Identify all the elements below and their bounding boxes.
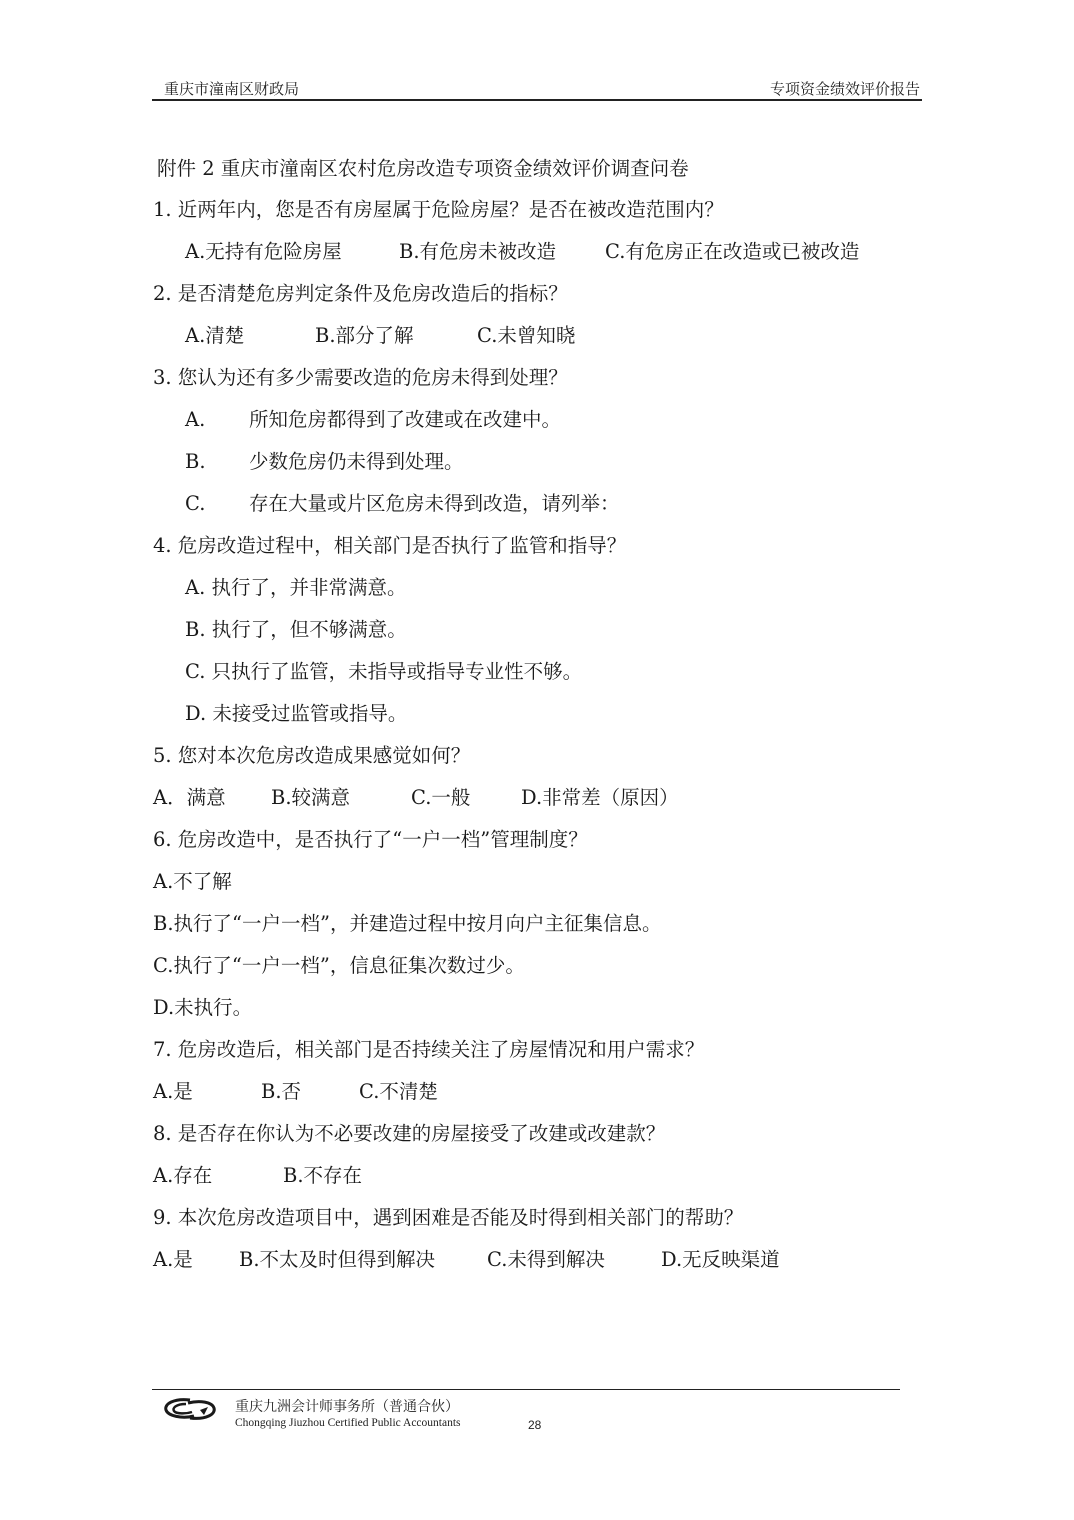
firm-name-chinese: 重庆九洲会计师事务所（普通合伙） (235, 1399, 459, 1415)
option-b: B.有危房未被改造 (399, 240, 557, 263)
option-b: B.不存在 (283, 1164, 363, 1187)
question-7-options (153, 1078, 933, 1120)
option-a: A.是 (153, 1248, 193, 1271)
option-label: A. (185, 408, 206, 431)
option-b: B.较满意 (271, 786, 351, 809)
question-8-options (153, 1162, 933, 1204)
option-label: C. (185, 492, 206, 515)
header-right: 专项资金绩效评价报告 (769, 80, 920, 98)
question-4: 4. 危房改造过程中，相关部门是否执行了监管和指导？ (153, 534, 627, 557)
option-b: B.否 (261, 1080, 302, 1103)
option-d: D.无反映渠道 (661, 1248, 780, 1271)
firm-logo-icon (160, 1395, 220, 1423)
question-4-option-d: D. 未接受过监管或指导。 (185, 702, 408, 725)
option-text: 所知危房都得到了改建或在改建中。 (249, 408, 562, 431)
option-b: B.部分了解 (315, 324, 414, 347)
option-c: C.一般 (411, 786, 471, 809)
option-text: 少数危房仍未得到处理。 (249, 450, 464, 473)
question-4-option-c: C. 只执行了监管，未指导或指导专业性不够。 (185, 660, 583, 683)
header-left: 重庆市潼南区财政局 (164, 80, 300, 98)
question-2: 2. 是否清楚危房判定条件及危房改造后的指标？ (153, 282, 568, 305)
option-a: A.是 (153, 1080, 193, 1103)
header-rule (152, 99, 922, 101)
question-5: 5. 您对本次危房改造成果感觉如何？ (153, 744, 471, 767)
question-1-options (153, 238, 933, 280)
question-3-option-c (153, 490, 933, 532)
question-9-options (153, 1246, 933, 1288)
question-6-option-d: D.未执行。 (153, 996, 253, 1019)
questionnaire (153, 196, 933, 1288)
option-c: C.有危房正在改造或已被改造 (605, 240, 860, 263)
option-c: C.不清楚 (359, 1080, 438, 1103)
option-a: A.存在 (153, 1164, 213, 1187)
option-a: A.清楚 (185, 324, 245, 347)
question-7: 7. 危房改造后，相关部门是否持续关注了房屋情况和用户需求？ (153, 1038, 705, 1061)
question-6-option-c: C.执行了“一户一档”，信息征集次数过少。 (153, 954, 525, 977)
option-text: 存在大量或片区危房未得到改造，请列举： (249, 492, 620, 515)
option-b: B.不太及时但得到解决 (239, 1248, 436, 1271)
question-4-option-b: B. 执行了，但不够满意。 (185, 618, 407, 641)
question-6-option-b: B.执行了“一户一档”，并建造过程中按月向户主征集信息。 (153, 912, 662, 935)
question-2-options (153, 322, 933, 364)
question-4-option-a: A. 执行了，并非常满意。 (185, 576, 407, 599)
option-d: D.非常差（原因） (521, 786, 679, 809)
question-1: 1. 近两年内，您是否有房屋属于危险房屋？是否在被改造范围内？ (153, 198, 724, 221)
question-5-options (153, 784, 933, 826)
footer-rule (152, 1389, 900, 1390)
question-3-option-b (153, 448, 933, 490)
question-6: 6. 危房改造中，是否执行了“一户一档”管理制度？ (153, 828, 588, 851)
document-title: 附件 2 重庆市潼南区农村危房改造专项资金绩效评价调查问卷 (157, 157, 689, 180)
question-3-option-a (153, 406, 933, 448)
option-a: A.无持有危险房屋 (185, 240, 342, 263)
page-number: 28 (528, 1418, 542, 1432)
question-8: 8. 是否存在你认为不必要改建的房屋接受了改建或改建款？ (153, 1122, 666, 1145)
option-c: C.未曾知晓 (477, 324, 576, 347)
question-6-option-a: A.不了解 (153, 870, 232, 893)
option-label: B. (185, 450, 206, 473)
question-9: 9. 本次危房改造项目中，遇到困难是否能及时得到相关部门的帮助？ (153, 1206, 744, 1229)
option-a: A．满意 (153, 786, 226, 809)
firm-name-english: Chongqing Jiuzhou Certified Public Accountants (235, 1417, 461, 1429)
question-3: 3. 您认为还有多少需要改造的危房未得到处理？ (153, 366, 568, 389)
option-c: C.未得到解决 (487, 1248, 605, 1271)
